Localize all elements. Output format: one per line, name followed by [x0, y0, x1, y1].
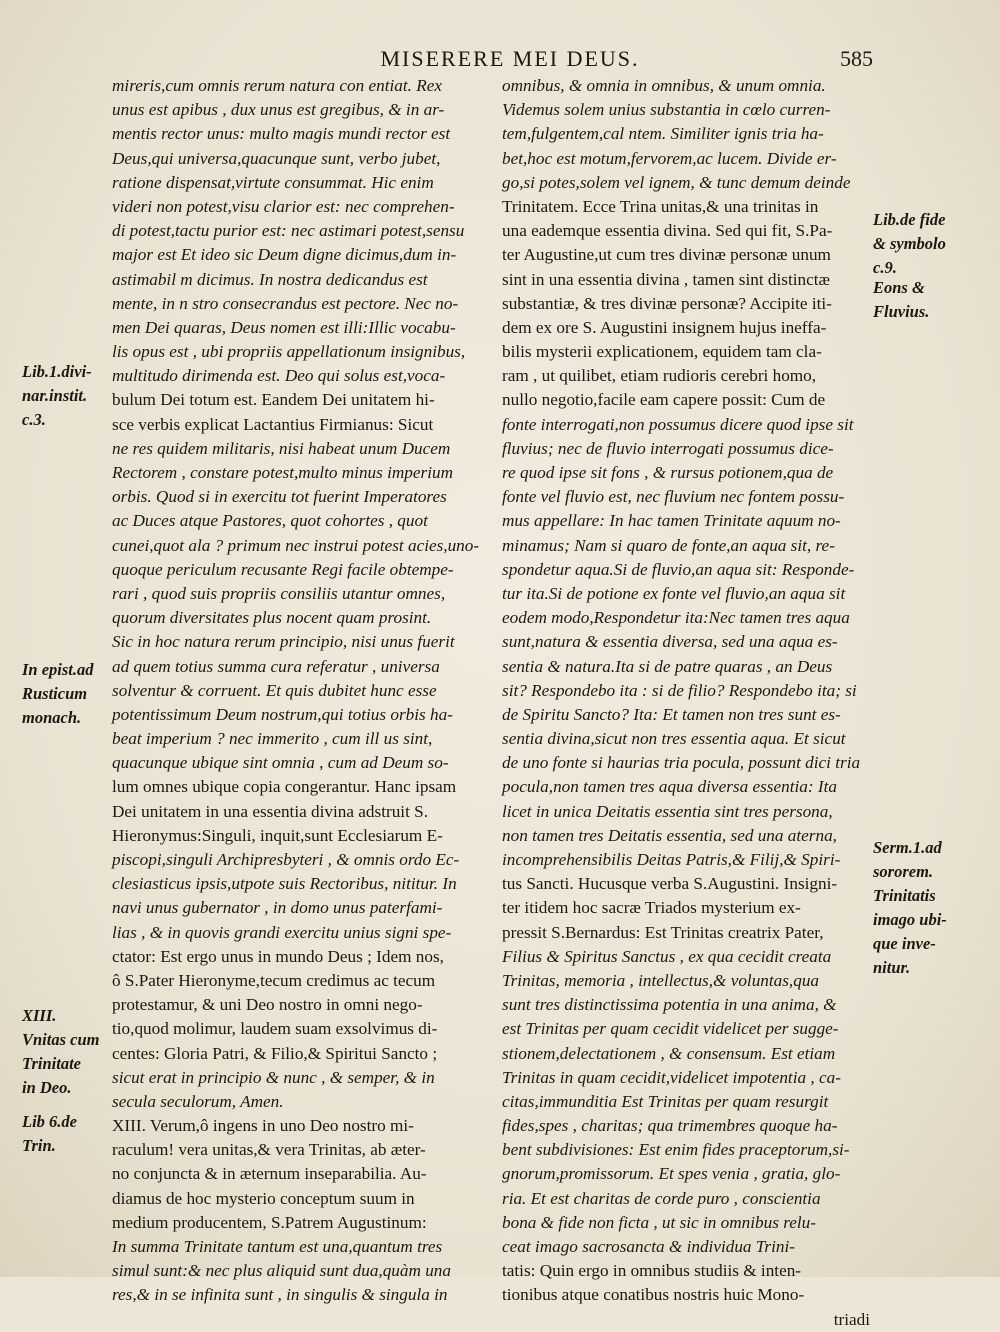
text-line: tus Sancti. Hucusque verba S.Augustini. Insigni- [502, 874, 838, 894]
text-line: orbis. Quod si in exercitu tot fuerint Imperatores [112, 487, 447, 507]
text-line: Dei unitatem in una essentia divina adstruit S. [112, 801, 428, 821]
text-line: fides,spes , charitas; qua trimembres quoque ha- [502, 1116, 838, 1136]
text-line: sentia divina,sicut non tres essentia aqua. Et sicut [502, 729, 846, 749]
margin-note-line: Rusticum [22, 684, 88, 703]
text-line: ceat imago sacrosancta & individua Trini- [502, 1237, 795, 1256]
text-line: ram , ut quilibet, etiam rudioris cerebri homo, [502, 366, 817, 386]
text-line: mireris,cum omnis rerum natura con entiat. Rex [112, 76, 443, 95]
margin-note-line: sororem. [873, 862, 934, 881]
text-line: quorum diversitates plus nocent quam prosint. [112, 608, 432, 628]
margin-note-line: Serm.1.ad [873, 838, 942, 857]
margin-note-serm-ad-sororem [873, 836, 947, 980]
text-line: raculum! vera unitas,& vera Trinitas, ab æter- [112, 1140, 426, 1160]
margin-note-line: nitur. [873, 958, 911, 977]
text-line: fonte vel fluvio est, nec fluvium nec fontem possu- [502, 487, 845, 507]
text-line: tem,fulgentem,cal ntem. Similiter ignis tria ha- [502, 124, 824, 144]
text-line: simul sunt:& nec plus aliquid sunt dua,quàm una [112, 1261, 451, 1281]
text-line: Filius & Spiritus Sanctus , ex qua cecidit creata [502, 946, 832, 966]
margin-note-line: In epist.ad [22, 660, 94, 679]
text-line: eodem modo,Respondetur ita:Nec tamen tres aqua [502, 608, 850, 628]
text-line: sunt tres distinctissima potentia in una anima, & [502, 995, 837, 1015]
margin-note-line: Lib 6.de [22, 1112, 77, 1131]
margin-note-de-trin [22, 1110, 77, 1158]
text-line: fonte interrogati,non possumus dicere quod ipse sit [502, 414, 854, 434]
text-line: XIII. Verum,ô ingens in uno Deo nostro mi- [112, 1116, 414, 1136]
text-line: bent subdivisiones: Est enim fides praceptorum,si- [502, 1140, 850, 1160]
text-line: rari , quod suis propriis consiliis utantur omnes, [112, 583, 446, 603]
text-line: re quod ipse sit fons , & rursus potionem,qua de [502, 463, 834, 482]
text-line: minamus; Nam si quaro de fonte,an aqua sit, re- [502, 535, 835, 555]
catchword: triadi [833, 1309, 870, 1329]
margin-note-line: Vnitas cum [22, 1030, 100, 1049]
margin-note-line: Trinitate [22, 1054, 81, 1073]
text-line: beat imperium ? nec immerito , cum ill us sint, [112, 729, 433, 749]
text-line: non tamen tres Deitatis essentia, sed una aterna, [502, 825, 837, 845]
margin-note-rusticum [22, 658, 94, 730]
margin-note-line: XIII. [22, 1006, 57, 1025]
text-line: centes: Gloria Patri, & Filio,& Spiritui Sancto ; [112, 1043, 438, 1063]
text-line: Trinitas in quam cecidit,videlicet impotentia , ca- [502, 1067, 841, 1087]
text-line: Videmus solem unius substantia in cœlo curren- [502, 100, 831, 120]
text-line: navi unus gubernator , in domo unus paterfami- [112, 898, 443, 918]
text-line: ne res quidem militaris, nisi habeat unum Ducem [112, 438, 451, 458]
text-line: ac Duces atque Pastores, quot cohortes , quot [112, 511, 428, 531]
right-text-column [502, 74, 870, 1332]
margin-note-line: nar.instit. [22, 386, 88, 405]
text-line: ctator: Est ergo unus in mundo Deus ; Idem nos, [112, 946, 444, 966]
text-line: clesiasticus ipsis,utpote suis Rectoribus, nititur. In [112, 874, 457, 894]
text-line: potentissimum Deum nostrum,qui totius orbis ha- [112, 704, 453, 724]
text-line: bilis mysterii explicationem, equidem tam cla- [502, 342, 822, 362]
margin-note-line: c.3. [22, 410, 46, 429]
text-line: ratione dispensat,virtute consummat. Hic enim [112, 172, 434, 192]
text-line: res,& in se infinita sunt , in singulis & singula in [112, 1285, 448, 1305]
text-line: ria. Et est charitas de corde puro , conscientia [502, 1188, 821, 1208]
text-line: de uno fonte si haurias tria pocula, possunt dici tria [502, 753, 861, 773]
text-line: men Dei quaras, Deus nomen est illi:Illic vocabu- [112, 317, 456, 337]
text-line: tio,quod molimur, laudem suam exsolvimus di- [112, 1019, 438, 1039]
text-line: Trinitas, memoria , intellectus,& voluntas,qua [502, 970, 820, 990]
text-line: astimabil m dicimus. In nostra dedicandus est [112, 269, 428, 289]
text-line: pocula,non tamen tres aqua diversa essentia: Ita [502, 777, 837, 797]
text-line: di potest,tactu purior est: nec astimari potest,sensu [112, 221, 465, 241]
text-line: ô S.Pater Hieronyme,tecum credimus ac tecum [112, 970, 436, 990]
text-line: de Spiritu Sancto? Ita: Et tamen non tres sunt es- [502, 704, 841, 724]
text-line: sint in una essentia divina , tamen sint distinctæ [502, 269, 830, 289]
running-title: MISERERE MEI DEUS. [380, 46, 640, 71]
text-line: omnibus, & omnia in omnibus, & unum omnia. [502, 76, 826, 95]
margin-note-line: Lib.de fide [873, 210, 946, 229]
text-line: dem ex ore S. Augustini insignem hujus ineffa- [502, 317, 827, 337]
text-line: lum omnes ubique copia congerantur. Hanc ipsam [112, 777, 457, 797]
text-line: secula seculorum, Amen. [112, 1091, 284, 1111]
page-number: 585 [840, 46, 873, 71]
text-line: In summa Trinitate tantum est una,quantum tres [112, 1237, 443, 1256]
margin-note-line: Eons & [873, 278, 925, 297]
text-line: tionibus atque conatibus nostris huic Mono- [502, 1285, 805, 1305]
text-line: Trinitatem. Ecce Trina unitas,& una trinitas in [502, 196, 819, 216]
text-line: una eademque essentia divina. Sed qui fit, S.Pa- [502, 221, 833, 241]
margin-note-line: & symbolo [873, 234, 946, 253]
text-line: citas,immunditia Est Trinitas per quam resurgit [502, 1091, 829, 1111]
text-line: go,si potes,solem vel ignem, & tunc demum deinde [502, 172, 851, 192]
margin-note-line: in Deo. [22, 1078, 72, 1097]
text-line: est Trinitas per quam cecidit videlicet per sugge- [502, 1019, 839, 1039]
left-text-column [112, 74, 490, 1308]
margin-note-lib-de-fide [873, 208, 946, 280]
text-line: unus est apibus , dux unus est gregibus, & in ar- [112, 100, 445, 120]
text-line: no conjuncta & in æternum inseparabilia. Au- [112, 1164, 427, 1184]
text-line: cunei,quot ala ? primum nec instrui potest acies,uno- [112, 535, 480, 555]
text-line: mente, in n stro consecrandus est pectore. Nec no- [112, 293, 459, 313]
margin-note-line: imago ubi- [873, 910, 947, 929]
text-line: pressit S.Bernardus: Est Trinitas creatrix Pater, [502, 922, 824, 942]
text-line: licet in unica Deitatis essentia sint tres persona, [502, 801, 833, 821]
text-line: sunt,natura & essentia diversa, sed una aqua es- [502, 632, 838, 652]
text-line: ter itidem hoc sacræ Triados mysterium ex- [502, 898, 801, 918]
margin-note-line: Trin. [22, 1136, 56, 1155]
margin-note-lactantius [22, 360, 92, 432]
text-line: nullo negotio,facile eam capere possit: Cum de [502, 390, 826, 410]
text-line: Sic in hoc natura rerum principio, nisi unus fuerit [112, 632, 455, 652]
margin-note-unitas [22, 1004, 99, 1100]
text-line: tatis: Quin ergo in omnibus studiis & inten- [502, 1261, 802, 1281]
text-line: Deus,qui universa,quacunque sunt, verbo jubet, [112, 148, 441, 168]
text-line: quacunque ubique sint omnia , cum ad Deum so- [112, 753, 449, 773]
text-line: spondetur aqua.Si de fluvio,an aqua sit: Responde- [502, 559, 855, 579]
text-line: diamus de hoc mysterio conceptum suum in [112, 1188, 415, 1208]
text-line: lis opus est , ubi propriis appellationum insignibus, [112, 342, 466, 362]
text-line: multitudo dirimenda est. Deo qui solus est,voca- [112, 366, 446, 386]
text-line: bet,hoc est motum,fervorem,ac lucem. Divide er- [502, 148, 837, 168]
text-line: gnorum,promissorum. Et spes venia , gratia, glo- [502, 1164, 841, 1184]
text-line: lias , & in quovis grandi exercitu unius signi spe- [112, 922, 452, 942]
text-line: solventur & corruent. Et quis dubitet hunc esse [112, 680, 437, 700]
text-line: medium producentem, S.Patrem Augustinum: [112, 1212, 427, 1232]
text-line: tur ita.Si de potione ex fonte vel fluvio,an aqua sit [502, 583, 846, 603]
text-line: protestamur, & uni Deo nostro in omni nego- [112, 995, 423, 1015]
margin-note-line: monach. [22, 708, 82, 727]
margin-note-line: Trinitatis [873, 886, 936, 905]
margin-note-line: Lib.1.divi- [22, 362, 92, 381]
text-line: sit? Respondebo ita : si de filio? Respondebo ita; si [502, 680, 857, 700]
text-line: ter Augustine,ut cum tres divinæ personæ unum [502, 245, 831, 265]
text-line: Hieronymus:Singuli, inquit,sunt Ecclesiarum E- [112, 825, 443, 845]
margin-note-line: que inve- [873, 934, 936, 953]
margin-note-line: c.9. [873, 258, 897, 277]
text-line: stionem,delectationem , & consensum. Est etiam [502, 1043, 836, 1063]
text-line: sicut erat in principio & nunc , & semper, & in [112, 1067, 435, 1087]
text-line: mentis rector unus: multo magis mundi rector est [112, 124, 451, 144]
text-line: ad quem totius summa cura referatur , universa [112, 656, 440, 676]
text-line: mus appellare: In hac tamen Trinitate aquum no- [502, 511, 841, 531]
text-line: fluvius; nec de fluvio interrogati possumus dice- [502, 438, 834, 458]
text-line: sentia & natura.Ita si de patre quaras , an Deus [502, 656, 833, 676]
text-line: sce verbis explicat Lactantius Firmianus: Sicut [112, 414, 434, 434]
text-line: incomprehensibilis Deitas Patris,& Filij,& Spiri- [502, 850, 841, 869]
text-line: Rectorem , constare potest,multo minus imperium [112, 463, 453, 482]
text-line: major est Et ideo sic Deum digne dicimus,dum in- [112, 245, 457, 265]
text-line: quoque periculum recusante Regi facile obtempe- [112, 559, 454, 579]
text-line: bona & fide non ficta , ut sic in omnibus relu- [502, 1212, 816, 1232]
text-line: substantiæ, & tres divinæ personæ? Accipite iti- [502, 293, 832, 313]
margin-note-fons-fluvius [873, 276, 929, 324]
text-line: videri non potest,visu clarior est: nec comprehen- [112, 196, 455, 216]
margin-note-line: Fluvius. [873, 302, 930, 321]
text-line: piscopi,singuli Archipresbyteri , & omnis ordo Ec- [112, 850, 460, 869]
text-line: bulum Dei totum est. Eandem Dei unitatem hi- [112, 390, 435, 410]
